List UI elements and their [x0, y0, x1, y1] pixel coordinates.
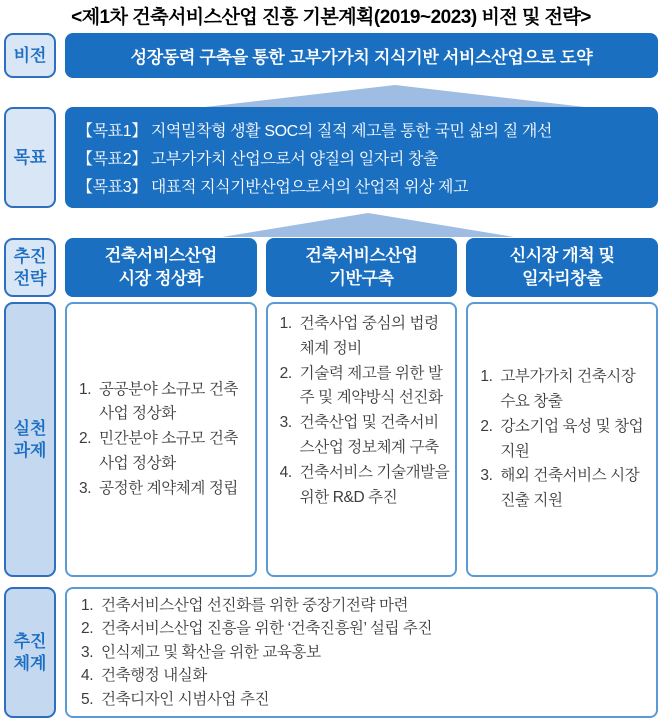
system-item: [81, 664, 650, 688]
system-number: 2.: [81, 620, 94, 638]
task-number: 4.: [279, 463, 292, 481]
system-text: 건축행정 내실화: [101, 667, 207, 685]
system-text: 건축서비스산업 진흥을 위한 ‘건축진흥원’ 설립 추진: [101, 620, 433, 638]
system-number: 5.: [81, 690, 94, 708]
vision-text: 성장동력 구축을 통한 고부가가치 지식기반 서비스산업으로 도약: [130, 48, 593, 67]
task-item: [480, 464, 650, 514]
system-text: 건축디자인 시범사업 추진: [101, 690, 270, 708]
task-number: 3.: [279, 414, 292, 432]
strategy-col-foundation-building: [266, 238, 458, 297]
task-item: [79, 477, 249, 502]
system-label: [4, 587, 56, 718]
strategy-col-new-market-jobs: [466, 238, 658, 297]
task-item: [280, 362, 450, 412]
system-number: 1.: [81, 596, 94, 614]
system-number: 4.: [81, 667, 94, 685]
task-text: 건축산업 및 건축서비스산업 정보체계 구축: [299, 414, 439, 456]
goals-label-text: 목표: [13, 147, 47, 167]
task-text: 해외 건축서비스 시장 진출 지원: [500, 467, 640, 510]
task-number: 2.: [79, 430, 92, 448]
strategy-col1-line2: 시장 정상화: [118, 268, 204, 288]
task-text: 공공분야 소규모 건축사업 정상화: [99, 380, 238, 423]
tasks-col1: [65, 302, 257, 577]
tasks-label-line2: 과제: [13, 440, 47, 460]
system-box: [65, 587, 658, 718]
strategy-col-market-normalization: [65, 238, 257, 297]
vision-label-text: 비전: [13, 45, 47, 65]
strategy-col2-line1: 건축서비스산업: [305, 246, 418, 266]
system-number: 3.: [81, 643, 94, 661]
task-number: 3.: [79, 479, 92, 497]
strategy-label-line2: 전략: [13, 268, 47, 288]
strategy-label-line1: 추진: [13, 247, 47, 267]
tasks-label-line1: 실천: [13, 419, 47, 439]
task-text: 민간분야 소규모 건축사업 정상화: [99, 430, 238, 472]
task-item: [480, 415, 650, 465]
goal-item-2: 【목표2】 고부가가치 산업으로서 양질의 일자리 창출: [77, 151, 439, 168]
strategy-col3-line2: 일자리창출: [522, 268, 603, 288]
task-number: 1.: [79, 380, 92, 398]
task-number: 2.: [480, 417, 493, 435]
goals-box: [65, 107, 658, 208]
task-text: 건축사업 중심의 법령체계 정비: [299, 315, 439, 357]
vision-label: [4, 33, 56, 78]
system-label-line1: 추진: [13, 632, 47, 652]
system-item: [81, 594, 650, 618]
task-item: [79, 378, 249, 428]
task-number: 2.: [279, 364, 292, 382]
page-title: <제1차 건축서비스산업 진흥 기본계획(2019~2023) 비전 및 전략>: [71, 7, 591, 28]
tasks-label: [4, 302, 56, 577]
task-text: 기술력 제고를 위한 발주 및 계약방식 선진화: [299, 364, 443, 407]
tasks-col3: [466, 302, 658, 577]
system-item: [81, 641, 650, 665]
task-item: [280, 461, 450, 511]
task-text: 공정한 계약체계 정립: [99, 479, 238, 497]
goals-label: [4, 107, 56, 208]
system-item: [81, 617, 650, 641]
up-arrow-icon-1: [205, 85, 585, 107]
task-text: 건축서비스 기술개발을 위한 R&D 추진: [299, 463, 450, 506]
goal-item-3: 【목표3】 대표적 지식기반산업으로서의 산업적 위상 제고: [77, 179, 469, 196]
up-arrow-icon-2: [222, 213, 514, 237]
strategy-col2-line2: 기반구축: [329, 268, 394, 288]
vision-box: [65, 33, 658, 78]
task-item: [280, 411, 450, 461]
tasks-columns: [65, 302, 658, 577]
task-number: 1.: [279, 315, 292, 332]
task-item: [280, 312, 450, 362]
task-number: 3.: [480, 467, 493, 485]
strategy-label: [4, 238, 56, 297]
task-text: 고부가가치 건축시장 수요 창출: [500, 368, 636, 410]
tasks-col2: [266, 302, 458, 577]
system-label-line2: 체계: [13, 653, 47, 673]
system-item: [81, 688, 650, 712]
strategy-col3-line1: 신시장 개척 및: [509, 246, 615, 266]
task-number: 1.: [480, 368, 493, 386]
strategy-columns: [65, 238, 658, 297]
strategy-col1-line1: 건축서비스산업: [104, 246, 217, 266]
task-item: [79, 427, 249, 477]
task-item: [480, 365, 650, 415]
goal-item-1: 【목표1】 지역밀착형 생활 SOC의 질적 제고를 통한 국민 삶의 질 개선: [77, 123, 552, 140]
system-text: 인식제고 및 확산을 위한 교육홍보: [101, 643, 321, 661]
task-text: 강소기업 육성 및 창업지원: [500, 417, 644, 460]
system-text: 건축서비스산업 선진화를 위한 중장기전략 마련: [101, 596, 409, 614]
